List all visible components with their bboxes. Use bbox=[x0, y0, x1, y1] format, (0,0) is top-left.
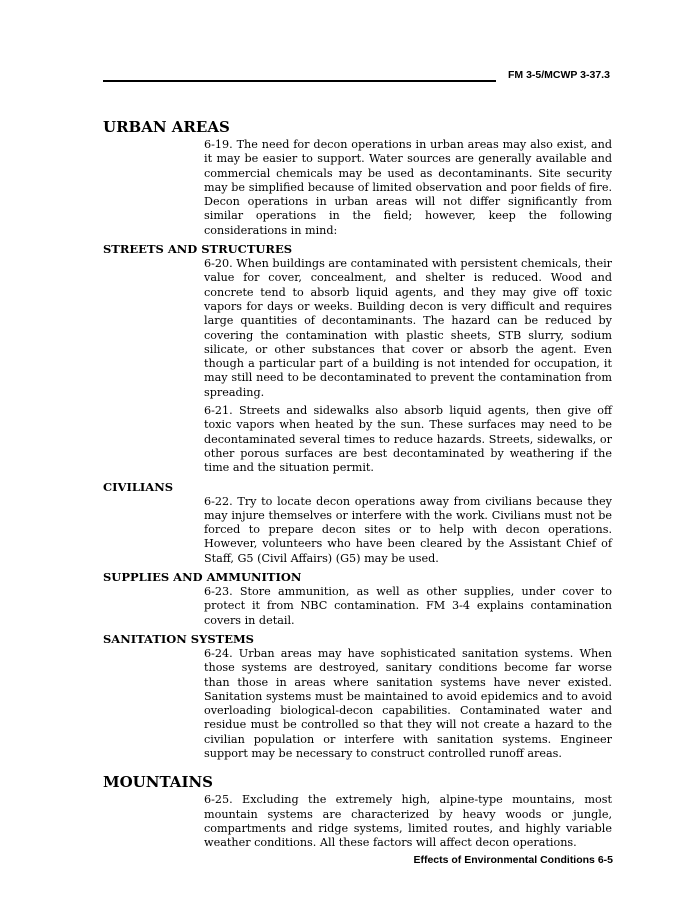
header-rule bbox=[103, 80, 496, 82]
heading-urban-areas: URBAN AREAS bbox=[103, 118, 230, 136]
heading-streets-structures: STREETS AND STRUCTURES bbox=[103, 242, 293, 257]
heading-mountains: MOUNTAINS bbox=[103, 773, 214, 792]
spacer bbox=[103, 765, 613, 773]
heading-supplies-ammunition: SUPPLIES AND AMMUNITION bbox=[103, 570, 302, 585]
footer-chapter-page: Effects of Environmental Conditions 6-5 bbox=[413, 854, 613, 866]
heading-sanitation-systems: SANITATION SYSTEMS bbox=[103, 631, 254, 646]
heading-civilians: CIVILIANS bbox=[103, 479, 174, 494]
paragraph-6-22: 6-22. Try to locate decon operations away from civilians because they may injure themselves or interfere with the work. Civilians must not be forced to prepare decon sites or to help with decon operations. However, volunteers who have been cleared by the Assistant Chief of Staff, G5 (Civil Affairs) (G5) may be used. bbox=[204, 494, 612, 565]
paragraph-6-19: 6-19. The need for decon operations in urban areas may also exist, and it may be easier to support. Water sources are generally available and commercial chemicals may be used as decontaminants. Site security may be simplified because of limited observation and poor fields of fire. Decon operations in urban areas will not differ significantly from similar operations in the field; however, keep the following considerations in mind: bbox=[204, 138, 612, 237]
paragraph-6-25: 6-25. Excluding the extremely high, alpine-type mountains, most mountain systems are characterized by heavy woods or jungle, compartments and ridge systems, limited routes, and highly variable weather conditions. All these factors will affect decon operations. bbox=[204, 793, 612, 850]
paragraph-6-24: 6-24. Urban areas may have sophisticated sanitation systems. When those systems are destroyed, sanitary conditions become far worse than those in areas where sanitation systems have never existed. Sanitation systems must be maintained to avoid epidemics and to avoid overloading biological-decon capabilities. Contaminated water and residue must be controlled so that they will not create a hazard to the civilian population or interfere with sanitation systems. Engineer support may be necessary to construct controlled runoff areas. bbox=[204, 646, 612, 760]
paragraph-6-23: 6-23. Store ammunition, as well as other supplies, under cover to protect it from NBC contamination. FM 3-4 explains contamination covers in detail. bbox=[204, 585, 612, 627]
page-body bbox=[103, 118, 613, 854]
paragraph-6-21: 6-21. Streets and sidewalks also absorb liquid agents, then give off toxic vapors when heated by the sun. These surfaces may need to be decontaminated several times to reduce hazards. Streets, sidewalks, or other porous surfaces are best decontaminated by weathering if the time and the situation permit. bbox=[204, 404, 612, 475]
publication-id: FM 3-5/MCWP 3-37.3 bbox=[508, 69, 610, 81]
paragraph-6-20: 6-20. When buildings are contaminated with persistent chemicals, their value for cover, concealment, and shelter is reduced. Wood and concrete tend to absorb liquid agents, and they may give off toxic vapors for days or weeks. Building decon is very difficult and requires large quantities of decontaminants. The hazard can be reduced by covering the contamination with plastic sheets, STB slurry, sodium silicate, or other substances that cover or absorb the agent. Even though a particular part of a building is not intended for occupation, it may still need to be decontaminated to prevent the contamination from spreading. bbox=[204, 257, 612, 399]
